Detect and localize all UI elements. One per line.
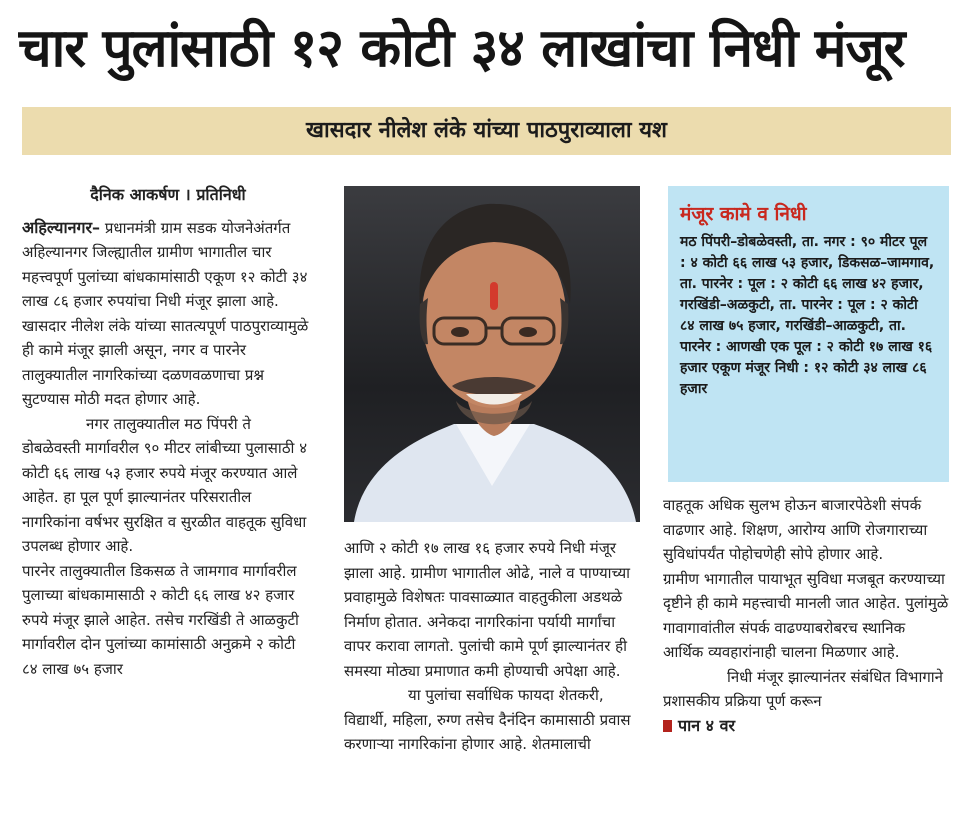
paragraph-5: या पुलांचा सर्वाधिक फायदा शेतकरी, विद्यार्थी, महिला, रुग्ण तसेच दैनंदिन कामासाठी प्रवास करणाऱ्या नागरिकांना होणार आहे. शेतमालाची [344, 686, 631, 753]
paragraph-3: पारनेर तालुक्यातील डिकसळ ते जामगाव मार्गावरील पुलाच्या बांधकामासाठी २ कोटी ६६ लाख ४२ हजार रुपये मंजूर झाले आहेत. तसेच गरखिंडी ते आळकुटी मार्गावरील दोन पुलांच्या कामांसाठी अनुक्रमे २ कोटी ८४ लाख ७५ हजार [22, 561, 299, 678]
portrait-illustration [344, 186, 640, 522]
paragraph-1-text: प्रधानमंत्री ग्राम सडक योजनेअंतर्गत अहिल्यानगर जिल्ह्यातील ग्रामीण भागातील चार महत्त्वपूर्ण पुलांच्या बांधकामांसाठी एकूण १२ कोटी ३४ लाख ८६ हजार रुपयांचा निधी मंजूर झाला आहे. खासदार नीलेश लंके यांच्या सातत्यपूर्ण पाठपुराव्यामुळे ही कामे मंजूर झाली असून, नगर व पारनेर तालुक्यातील नागरिकांच्या दळणवळणाचा प्रश्न सुटण्यास मोठी मदत होणार आहे. [22, 218, 309, 408]
byline: दैनिक आकर्षण । प्रतिनिधी [90, 185, 246, 204]
paragraph-6: वाहतूक अधिक सुलभ होऊन बाजारपेठेशी संपर्क वाढणार आहे. शिक्षण, आरोग्य आणि रोजगाराच्या सुविधांपर्यंत पोहोचणेही सोपे होणार आहे. [663, 496, 928, 563]
continued-on-page [663, 714, 949, 739]
mp-photo [344, 186, 640, 522]
box-body: मठ पिंपरी–डोबळेवस्ती, ता. नगर : ९० मीटर पूल : ४ कोटी ६६ लाख ५३ हजार, डिकसळ–जामगाव, ता. पारनेर : पूल : २ कोटी ६६ लाख ४२ हजार, गरखिंडी–अळकुटी, ता. पारनेर : पूल : २ कोटी ८४ लाख ७५ हजार, गरखिंडी–आळकुटी, ता. पारनेर : आणखी एक पूल : २ कोटी १७ लाख १६ हजार एकूण मंजूर निधी : १२ कोटी ३४ लाख ८६ हजार [680, 234, 935, 397]
paragraph-1 [22, 216, 314, 412]
paragraph-4: आणि २ कोटी १७ लाख १६ हजार रुपये निधी मंजूर झाला आहे. ग्रामीण भागातील ओढे, नाले व पाण्याच्या प्रवाहामुळे विशेषतः पावसाळ्यात वाहतुकीला अडथळे निर्माण होतात. अनेकदा नागरिकांना पर्यायी मार्गांचा वापर करावा लागतो. पुलांची कामे पूर्ण झाल्यानंतर ही समस्या मोठ्या प्रमाणात कमी होण्याची अपेक्षा आहे. [344, 539, 631, 680]
dateline: अहिल्यानगर– [22, 217, 101, 237]
paragraph-7: ग्रामीण भागातील पायाभूत सुविधा मजबूत करण्याच्या दृष्टीने ही कामे महत्त्वाची मानली जात आहेत. पुलांमुळे गावागावांतील संपर्क वाढण्याबरोबरच स्थानिक आर्थिक व्यवहारांनाही चालना मिळणार आहे. [663, 569, 949, 661]
headline: चार पुलांसाठी १२ कोटी ३४ लाखांचा निधी मंजूर [18, 18, 905, 79]
continued-text: पान ४ वर [678, 715, 736, 735]
article-column-3 [663, 493, 949, 834]
sanctioned-works-box [668, 186, 949, 482]
square-bullet-icon [663, 720, 672, 732]
article-column-2 [344, 536, 640, 834]
paragraph-2: नगर तालुक्यातील मठ पिंपरी ते डोबळेवस्ती मार्गावरील ९० मीटर लांबीच्या पुलासाठी ४ कोटी ६६ लाख ५३ हजार रुपये मंजूर करण्यात आले आहेत. हा पूल पूर्ण झाल्यानंतर परिसरातील नागरिकांना वर्षभर सुरक्षित व सुरळीत वाहतूक सुविधा उपलब्ध होणार आहे. [22, 414, 307, 555]
box-title: मंजूर कामे व निधी [680, 203, 807, 225]
paragraph-8: निधी मंजूर झाल्यानंतर संबंधित विभागाने प्रशासकीय प्रक्रिया पूर्ण करून [663, 667, 943, 710]
article-column-1 [22, 183, 314, 834]
subheadline: खासदार नीलेश लंके यांच्या पाठपुराव्याला यश [22, 107, 951, 155]
